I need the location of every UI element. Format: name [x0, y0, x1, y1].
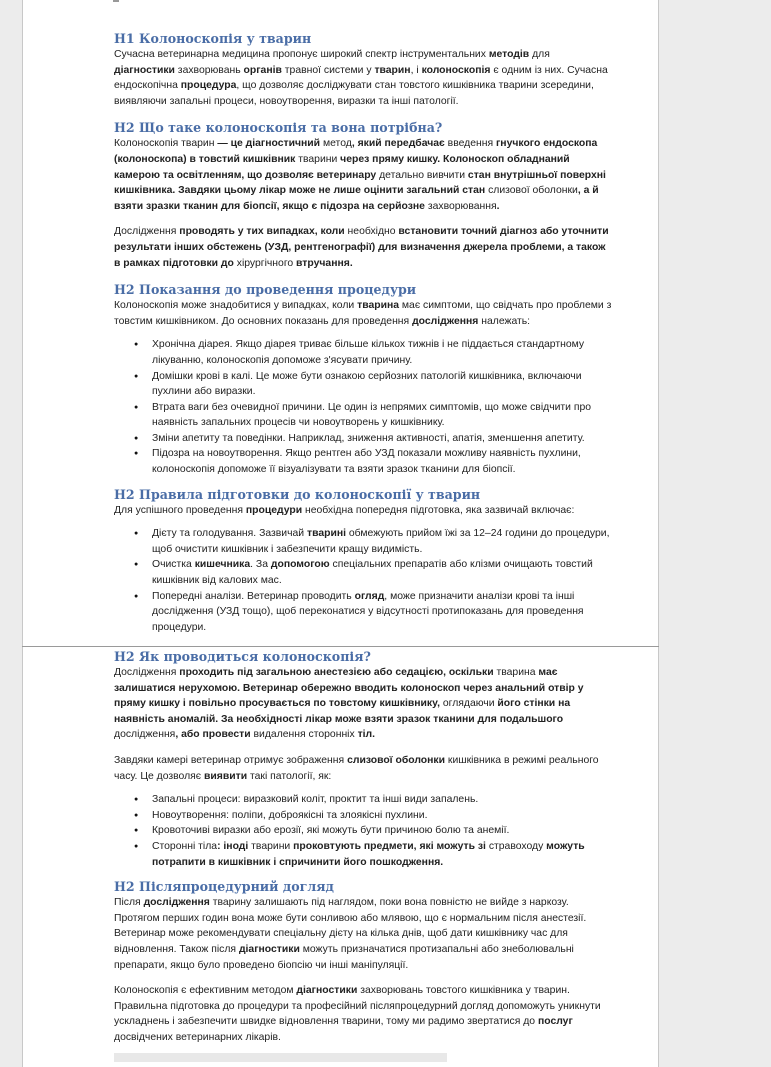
- bold-text: встановити точний діагноз або уточнити результати інших обстежень (УЗД, рентгенографії) для визначення джерела проблеми, а також в рамках підготовки до: [114, 226, 609, 269]
- bold-text: можуть потрапити в кишківник і спричинити його пошкодження.: [152, 840, 585, 868]
- bold-text: , який передбачає: [351, 138, 448, 150]
- bold-text: органів: [243, 64, 282, 76]
- section-heading: H2 Як проводиться колоноскопія?: [114, 649, 371, 664]
- paragraph: Сучасна ветеринарна медицина пропонує широкий спектр інструментальних методів для діагностики захворювань органів травної системи у тварин, і колоноскопія є одним із них. Сучасна ендоскопічна процедура, що дозволяє досліджувати стан товстого кишківника тварини зсередини, виявляючи запальні процеси, новоутворення, виразки та інші патології.: [114, 49, 608, 107]
- bold-text: тварина: [357, 300, 400, 312]
- bold-text: втручання.: [293, 257, 353, 269]
- bold-text: процедури: [245, 504, 303, 516]
- paragraph: Колоноскопія може знадобитися у випадках, коли тварина має симптоми, що свідчать про проблеми з товстим кишківником. До основних показань для проведення дослідження належать:: [114, 300, 612, 327]
- paragraph: Після дослідження тварину залишають під наглядом, поки вона повністю не вийде з наркозу. Протягом перших годин вона може бути сонливою або млявою, що є нормальним після анестезії. Ветеринар може рекомендувати спеціальну дієту на кілька днів, щоб дати кишківнику час для відновлення. Також після діагностики можуть призначатися протизапальні або знеболювальні препарати, якщо було проведено біопсію чи інші маніпуляції.: [114, 897, 587, 971]
- list-item: ● Очистка кишечника. За допомогою спеціальних препаратів або клізми очищають товстий кишківник від калових мас.: [152, 557, 612, 588]
- bold-text: послуг: [537, 1016, 573, 1028]
- bold-text: діагностики: [114, 64, 175, 76]
- document-body-page-2: [114, 648, 612, 1055]
- list-item: ● Дієту та голодування. Зазвичай тварині обмежують прийом їжі за 12–24 години до процедури, щоб очистити кишківник і забезпечити кращу видимість.: [152, 526, 612, 557]
- list-item: ● Попередні аналізи. Ветеринар проводить огляд, може призначити аналізи крові та інші дослідження (УЗД тощо), щоб переконатися у відсутності протипоказань для проведення процедури.: [152, 589, 612, 636]
- bold-text: дослідження: [412, 315, 479, 327]
- section-heading: H2 Що таке колоноскопія та вона потрібна?: [114, 120, 443, 136]
- paragraph: Колоноскопія тварин — це діагностичний метод, який передбачає введення гнучкого ендоскопа (колоноскопа) в товстий кишківник тварини через пряму кишку. Колоноскоп обладнаний камерою та освітленням, що дозволяє ветеринару детально вивчити стан внутрішньої поверхні кишківника. Завдяки цьому лікар може не лише оцінити загальний стан слизової оболонки, а й взяти зразки тканин для біопсії, якщо є підозра на серйозне захворювання.: [114, 138, 606, 212]
- top-mark: [113, 0, 119, 2]
- paragraph: Колоноскопія є ефективним методом діагностики захворювань товстого кишківника у тварин. Правильна підготовка до процедури та професійний післяпроцедурний догляд допоможуть уникнути ускладнень і забезпечити швидке відновлення тварини, тому ми радимо звертатися до послуг досвідчених ветеринарних лікарів.: [114, 985, 601, 1043]
- image-placeholder: [114, 1053, 447, 1062]
- list-item: ● Підозра на новоутворення. Якщо рентген або УЗД показали можливу наявність пухлини, колоноскопія допоможе її візуалізувати та взяти зразок тканини для біопсії.: [152, 446, 612, 477]
- section-heading: H2 Правила підготовки до колоноскопії у тварин: [114, 486, 481, 502]
- bold-text: кишечника: [194, 559, 251, 571]
- bullet-list: [114, 337, 612, 477]
- paragraph: Дослідження проходить під загальною анестезією або седацією, оскільки тварина має залишатися нерухомою. Ветеринар обережно вводить колоноскоп через анальний отвір у пряму кишку і повільно просувається по товстому кишківнику, оглядаючи його стінки на наявність аномалій. За необхідності лікар може взяти зразок тканини для подальшого дослідження, або провести видалення сторонніх тіл.: [114, 667, 584, 741]
- bold-text: проводять у тих випадках, коли: [176, 226, 348, 238]
- document-body-page-1: [114, 30, 612, 643]
- bullet-list: [114, 526, 612, 635]
- bullet-list: [114, 792, 612, 870]
- paragraph: Завдяки камері ветеринар отримує зображення слизової оболонки кишківника в режимі реального часу. Це дозволяє виявити такі патології, як:: [114, 754, 599, 782]
- list-item: ● Втрата ваги без очевидної причини. Це один із непрямих симптомів, що може свідчити про наявність запальних процесів чи новоутворень у кишківнику.: [152, 400, 612, 431]
- bold-text: тварин: [374, 64, 411, 76]
- list-item: ● Домішки крові в калі. Це може бути ознакою серйозних патологій кишківника, включаючи пухлини або виразки.: [152, 369, 612, 400]
- bold-text: виявити: [204, 770, 248, 782]
- bold-text: має залишатися нерухомою. Ветеринар обережно вводить колоноскоп через анальний отвір у пряму кишку і повільно просувається по товстому кишківнику,: [114, 667, 584, 710]
- bold-text: : іноді: [217, 840, 252, 852]
- bold-text: стан внутрішньої поверхні кишківника. Завдяки цьому лікар може не лише оцінити загальний стан: [114, 169, 606, 197]
- bold-text: гнучкого ендоскопа (колоноскопа) в товстий кишківник: [114, 138, 598, 165]
- bold-text: через пряму кишку. Колоноскоп обладнаний камерою та освітленням, що дозволяє ветеринару: [114, 153, 570, 181]
- paragraph: Дослідження проводять у тих випадках, коли необхідно встановити точний діагноз або уточнити результати інших обстежень (УЗД, рентгенографії) для визначення джерела проблеми, а також в рамках підготовки до хірургічного втручання.: [114, 226, 609, 269]
- list-item: ● Хронічна діарея. Якщо діарея триває більше кількох тижнів і не піддається стандартному лікуванню, колоноскопія допоможе з'ясувати причину.: [152, 337, 612, 368]
- list-item: ● Запальні процеси: виразковий коліт, проктит та інші види запалень.: [152, 792, 612, 808]
- bold-text: — це діагностичний: [214, 138, 323, 150]
- section-heading: H2 Показання до проведення процедури: [114, 282, 417, 298]
- bold-text: діагностики: [238, 943, 300, 955]
- bold-text: слизової оболонки: [347, 754, 446, 766]
- bold-text: проковтують предмети, які можуть зі: [290, 840, 489, 852]
- bold-text: проходить під загальною анестезією або седацією, оскільки: [176, 667, 497, 678]
- page-title: H1 Колоноскопія у тварин: [114, 31, 312, 46]
- list-item: ● Новоутворення: поліпи, доброякісні та злоякісні пухлини.: [152, 808, 612, 824]
- section-heading: H2 Післяпроцедурний догляд: [114, 879, 334, 895]
- list-item: ● Зміни апетиту та поведінки. Наприклад, зниження активності, апатія, зменшення апетиту.: [152, 431, 612, 447]
- bold-text: тварині: [306, 528, 346, 540]
- bold-text: допомогою: [270, 559, 330, 571]
- bold-text: огляд: [354, 590, 385, 602]
- bold-text: процедура: [180, 80, 237, 92]
- bold-text: , або провести: [175, 729, 254, 741]
- list-item: ● Кровоточиві виразки або ерозії, які можуть бути причиною болю та анемії.: [152, 823, 612, 839]
- bold-text: , а й взяти зразки тканин для біопсії, якщо є підозра на серйозне: [114, 185, 599, 212]
- list-item: ● Сторонні тіла: іноді тварини проковтують предмети, які можуть зі стравоходу можуть потрапити в кишківник і спричинити його пошкодження.: [152, 839, 612, 870]
- bold-text: колоноскопія: [421, 64, 491, 76]
- bold-text: тіл.: [354, 729, 376, 741]
- bold-text: його стінки на наявність аномалій. За необхідності лікар може взяти зразок тканини для подальшого: [114, 698, 571, 725]
- bold-text: .: [496, 200, 500, 212]
- paragraph: Для успішного проведення процедури необхідна попередня підготовка, яка зазвичай включає:: [114, 504, 575, 516]
- bold-text: дослідження: [143, 897, 210, 909]
- bold-text: методів: [488, 49, 530, 60]
- bold-text: діагностики: [296, 985, 358, 997]
